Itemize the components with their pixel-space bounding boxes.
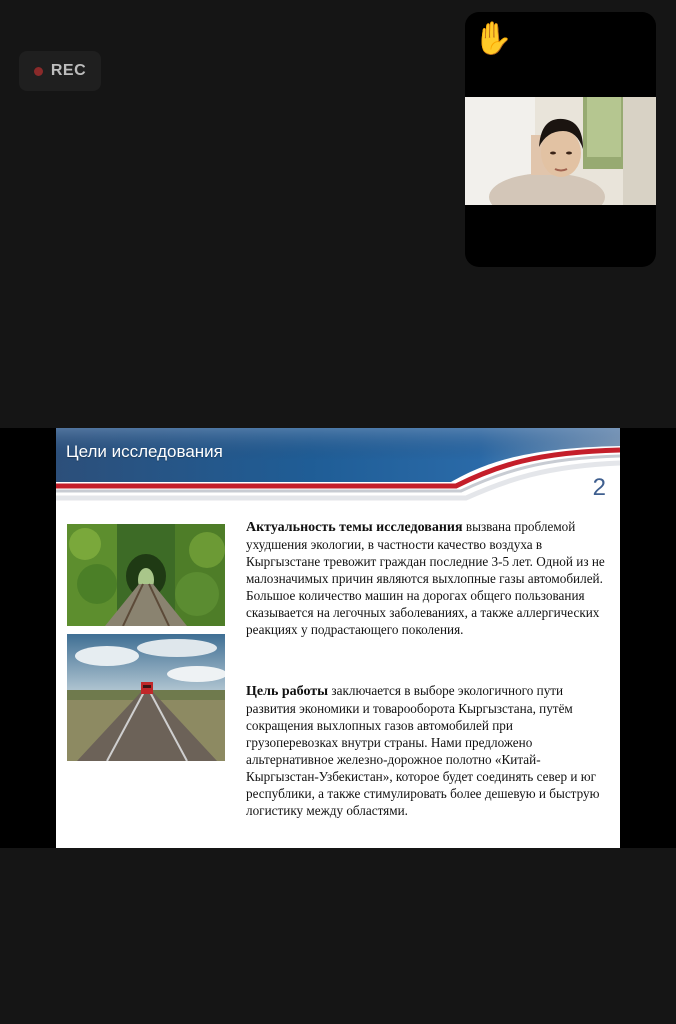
green-tunnel-railway-image (67, 524, 225, 626)
relevance-text: вызвана проблемой ухудшения экологии, в частности качество воздуха в Кыргызстане тревожит граждан последние 3-5 лет. Одной из не малозначимых причин являются выхлопные газы автомобилей. Большое количество машин на дорогах общего пользования сказывается на легочных заболеваниях, а также аллергических реакциях у подрастающего поколения. (246, 519, 605, 637)
presentation-slide (56, 428, 620, 848)
railway-train-image (67, 634, 225, 761)
participant-video-tile[interactable] (465, 12, 656, 267)
slide-header-banner (56, 428, 620, 508)
goal-heading: Цель работы (246, 684, 329, 699)
relevance-paragraph (246, 518, 606, 638)
slide-title: Цели исследования (66, 442, 223, 461)
raised-hand-icon: ✋ (473, 20, 513, 56)
goal-paragraph (246, 682, 606, 819)
recording-indicator (19, 51, 101, 91)
goal-text: заключается в выборе экологичного пути развития экономики и товарооборота Кыргызстана, путём сокращения выхлопных газов автомобилей при грузоперевозках внутри страны. Нами предложено альтернативное железно-дорожное полотно «Китай-Кыргызстан-Узбекистан», которое будет соединять север и юг республики, а также стимулировать более дешевую и быструю логистику между областями. (246, 683, 600, 818)
relevance-heading: Актуальность темы исследования (246, 520, 463, 535)
slide-page-number: 2 (592, 474, 606, 501)
participant-video-feed (465, 97, 656, 205)
recording-label: REC (50, 62, 87, 79)
record-dot-icon (34, 67, 43, 76)
